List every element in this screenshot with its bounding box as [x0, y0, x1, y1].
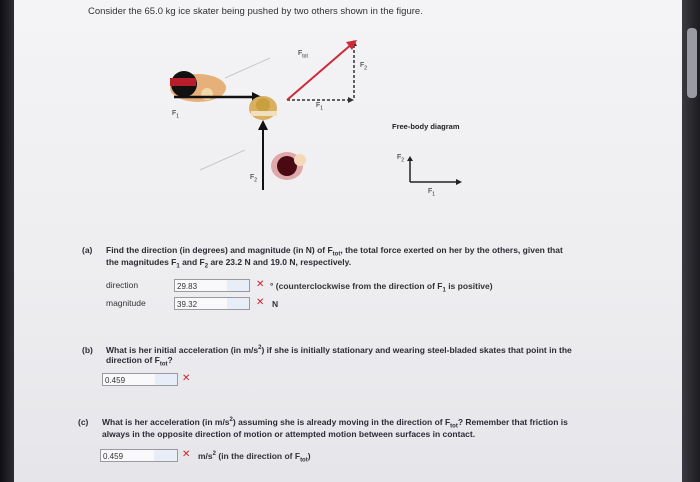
problem-statement: Consider the 65.0 kg ice skater being pushed by two others shown in the figure.: [88, 6, 423, 17]
direction-unit: ° (counterclockwise from the direction of $F_1$ is positive): [270, 281, 493, 294]
skater: [249, 96, 277, 120]
vector-f2-arrowhead: [258, 120, 268, 130]
part-a-question-line2: the magnitudes $F_1$ and $F_2$ are 23.2 N and 19.0 N, respectively.: [106, 257, 352, 270]
part-c-question: (c) What is her acceleration (in $m/s^2$) assuming she is already moving in the direction of $F_{tot}$? Remember that friction is: [78, 416, 568, 430]
label-ftot: $F_{tot}$: [298, 50, 308, 60]
direction-input[interactable]: 29.83: [174, 279, 250, 292]
magnitude-wrong-icon: ✕: [256, 297, 265, 308]
magnitude-unit: N: [272, 299, 279, 309]
vector-ftot: [287, 43, 353, 100]
acceleration-b-wrong-icon: ✕: [182, 373, 191, 384]
fbd-label-f2: $F_2$: [397, 154, 405, 164]
direction-label: direction: [106, 280, 139, 290]
label-f1-sum: $F_1$: [316, 102, 324, 112]
label-f1-skater: $F_1$: [172, 110, 180, 120]
part-b-question-line2: direction of $F_{tot}$?: [106, 355, 173, 368]
part-a-question: (a) Find the direction (in degrees) and magnitude (in N) of $F_{tot}$, the total force exerted on her by the others, given that: [82, 245, 563, 258]
part-b-question: (b) What is her initial acceleration (in $m/s^2$) if she is initially stationary and wearing steel-bladed skates that point in the: [82, 344, 572, 355]
ice-mark: [225, 58, 270, 78]
part-c-question-line2: always in the opposite direction of motion or attempted motion between surfaces in contact.: [102, 429, 476, 439]
fbd-title: Free-body diagram: [392, 122, 460, 131]
pusher-2: [271, 152, 306, 180]
ice-mark: [200, 150, 245, 170]
acceleration-c-wrong-icon: ✕: [182, 449, 191, 460]
skater-figure: [0, 0, 680, 220]
scrollbar-thumb[interactable]: [687, 28, 697, 98]
label-f2-sum: $F_2$: [360, 62, 368, 72]
acceleration-c-unit: $m/s^2$ (in the direction of $F_{tot}$): [198, 451, 311, 464]
acceleration-b-input[interactable]: 0.459: [102, 373, 178, 386]
fbd-label-f1: $F_1$: [428, 188, 436, 198]
direction-wrong-icon: ✕: [256, 279, 265, 290]
magnitude-input[interactable]: 39.32: [174, 297, 250, 310]
monitor-bezel-right: [682, 0, 700, 482]
magnitude-label: magnitude: [106, 298, 146, 308]
acceleration-c-input[interactable]: 0.459: [100, 449, 178, 462]
label-f2-skater: $F_2$: [250, 174, 258, 184]
